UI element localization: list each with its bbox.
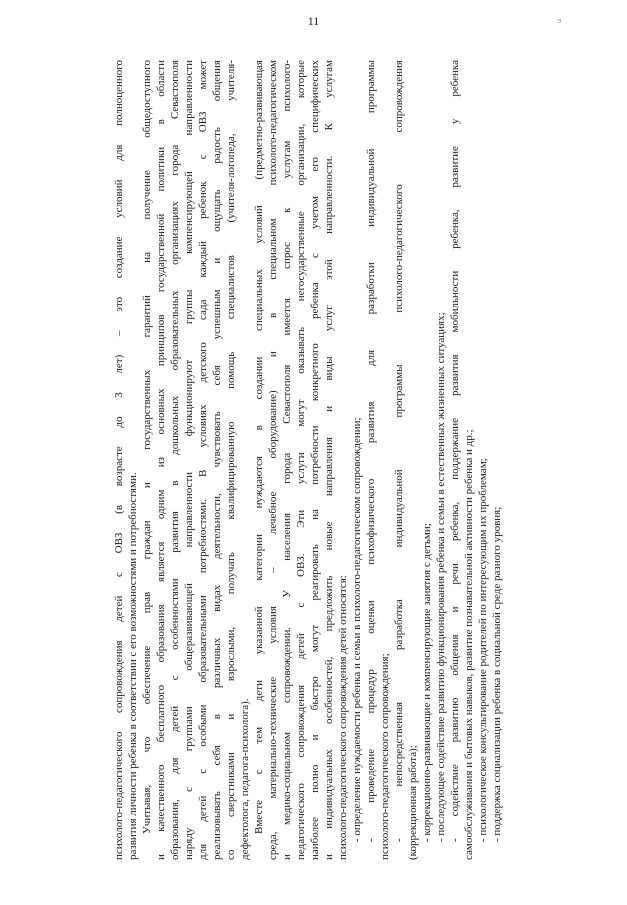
text-line: педагогического сопровождения детей с ОВЗ. Эти услуги могут оказывать негосударственные организации, которые: [295, 60, 307, 860]
list-item: - коррекционно-развивающие и компенсирующие занятия с детьми;: [421, 523, 433, 842]
text-line: наиболее полно и быстро могут реагировать на потребности конкретного ребенка с учетом его специфических: [309, 60, 321, 860]
text-line: и индивидуальных особенностей, предложить новые направления и виды услуг этой направленности. К услугам: [323, 60, 335, 860]
text-line: (коррекционная работа);: [407, 745, 419, 860]
list-item: - поддержка социализации ребенка в социальной среде разного уровня;: [491, 506, 503, 842]
text-line: Учитывая, что обеспечение прав граждан и государственных гарантий на получение общедоступного: [141, 60, 153, 834]
text-line: и качественного бесплатного образования является одним из основных принципов государственной политики в области: [155, 60, 167, 860]
corner-mark: з: [557, 16, 561, 25]
list-item: - содействие развитию общения и речи ребенка, поддержание развития мобильности ребенка, развитие у ребенка: [449, 60, 461, 842]
page-number: 11: [307, 14, 320, 28]
text-line: развития личности ребенка в соответствии с его возможностями и потребностями.: [127, 472, 139, 860]
rotated-text-block: [112, 60, 590, 860]
text-line: психолого-педагогического сопровождения;: [379, 653, 391, 860]
text-line: и медико-социальном сопровождении. У населения города Севастополя имеется спрос к услугам психолого-: [281, 60, 293, 860]
text-line: для детей с особыми образовательными потребностями. В условиях детского сада каждый ребенок с ОВЗ может: [197, 60, 209, 860]
list-item: - последующее содействие развитию функционирования ребенка и семьи в естественных жизненных ситуациях;: [435, 312, 447, 842]
list-item: - непосредственная разработка индивидуальной программы психолого-педагогического сопровождения: [393, 60, 405, 842]
text-line: со сверстниками и взрослыми, получать квалифицированную помощь специалистов (учителя-логопеда, учителя-: [225, 60, 237, 860]
text-line: психолого-педагогического сопровождения детей относятся:: [337, 575, 349, 860]
text-line: среда, материально-технические условия – лечебное оборудование) и в специальном психолого-педагогическом: [267, 60, 279, 860]
list-item: - определение нуждаемости ребенка и семьи в психолого-педагогическом сопровождении;: [351, 417, 363, 842]
text-line: самообслуживания и бытовых навыков, развитие познавательной активности ребенка и др.;: [463, 429, 475, 860]
text-line: Вместе с тем дети указанной категории нуждаются в создании специальных условий (предметно-развивающая: [253, 60, 265, 834]
text-line: реализовывать себя в различных видах деятельности, чувствовать себя успешным и ощущать радость общения: [211, 60, 223, 860]
text-line: психолого-педагогического сопровождения детей с ОВЗ (в возрасте до 3 лет) – это создание условий для полноценного: [113, 60, 125, 860]
list-item: - психологическое консультирование родителей по интересующим их проблемам;: [477, 458, 489, 842]
text-line: дефектолога, педагога-психолога).: [239, 698, 251, 860]
text-line: образования, для детей с особенностями развития в дошкольных образовательных организациях города Севастополя: [169, 60, 181, 860]
text-line: наряду с группами общеразвивающей направленности функционируют группы компенсирующей направленности: [183, 60, 195, 860]
list-item: - проведение процедур оценки психофизического развития для разработки индивидуальной программы: [365, 60, 377, 842]
